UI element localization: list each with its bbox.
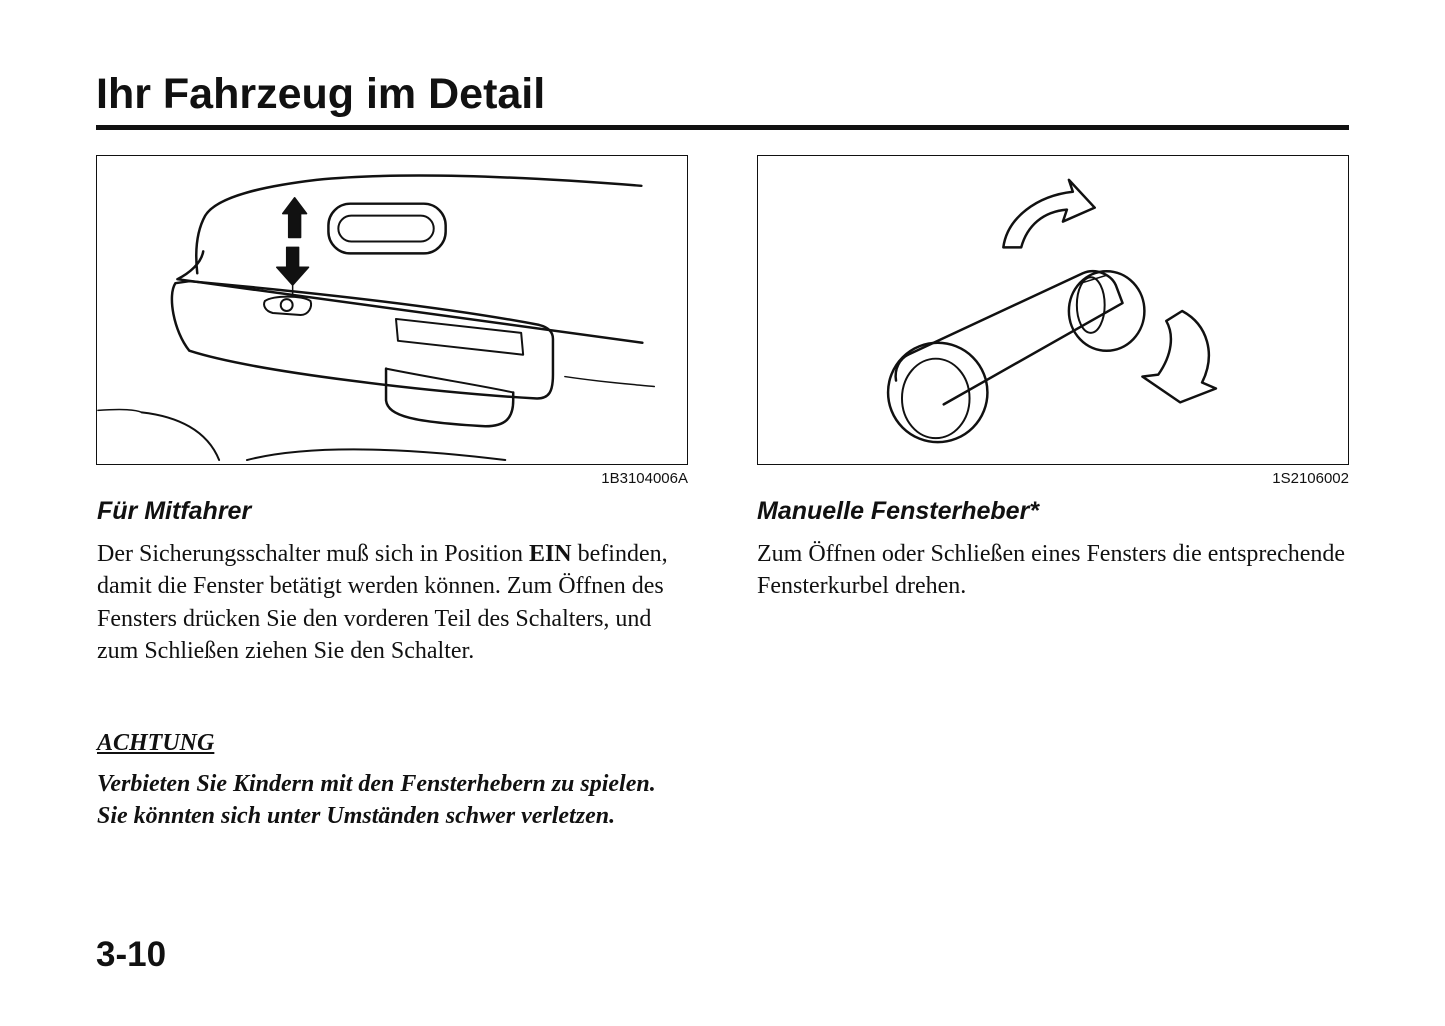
title-rule: [96, 125, 1349, 130]
body-text: befinden, damit die Fenster betätigt werden können. Zum Öffnen des Fensters drücken Sie den vorderen Teil des Schalters, und zum Schließen ziehen Sie den Schalter.: [97, 541, 668, 665]
figure-code: 1B3104006A: [601, 470, 688, 487]
window-crank-illustration: [757, 155, 1349, 465]
section-body: [97, 538, 697, 668]
section-heading: Manuelle Fensterheber*: [757, 497, 1040, 525]
section-body: Zum Öffnen oder Schließen eines Fensters die entsprechende Fensterkurbel drehen.: [757, 541, 1346, 600]
door-switch-illustration: [96, 155, 688, 465]
page-number: 3-10: [96, 935, 167, 974]
section-heading: Für Mitfahrer: [97, 497, 252, 525]
warning-heading: ACHTUNG: [97, 730, 215, 756]
warning-text: Verbieten Sie Kindern mit den Fensterhebern zu spielen. Sie könnten sich unter Umständen schwer verletzen.: [97, 771, 656, 830]
body-text: Der Sicherungsschalter muß sich in Position: [97, 541, 529, 567]
figure-code: 1S2106002: [1272, 470, 1349, 487]
position-label: EIN: [528, 541, 572, 567]
page-title: Ihr Fahrzeug im Detail: [96, 70, 546, 118]
